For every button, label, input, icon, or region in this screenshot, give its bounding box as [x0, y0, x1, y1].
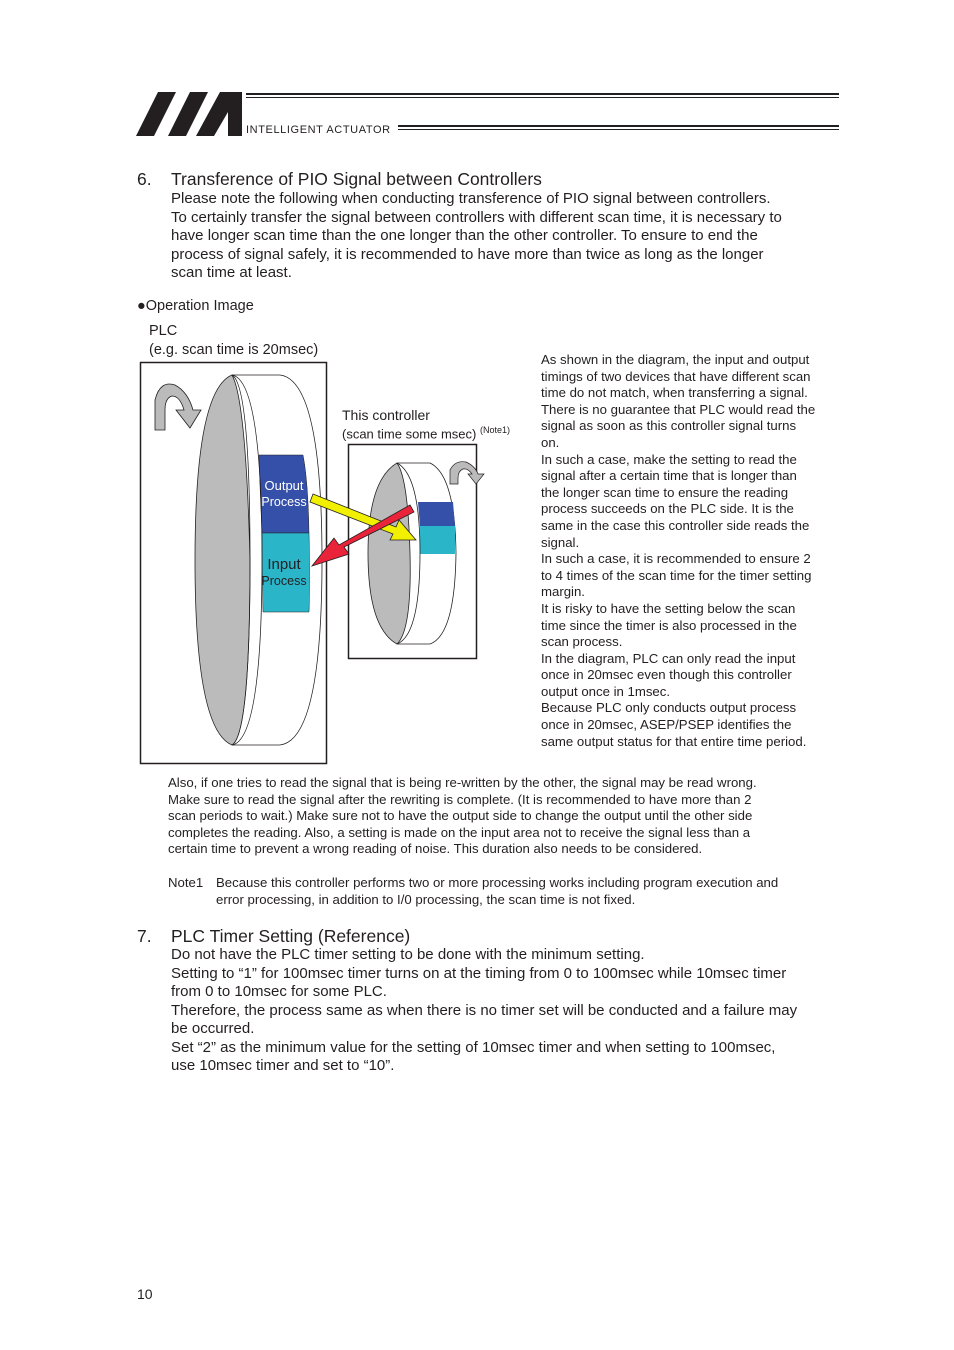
- note1-label: Note1: [168, 875, 204, 890]
- plc-label: PLC: [149, 323, 178, 339]
- input-label: Input Process: [261, 556, 307, 588]
- section-6-number: 6.: [137, 169, 152, 189]
- output-label: Output Process: [261, 478, 307, 509]
- controller-scan-label: (scan time some msec) $^{(Note1)}$: [342, 425, 511, 442]
- text-line: Please note the following when conducting transference of PIO signal between controllers.: [171, 190, 771, 207]
- section-6-title: Transference of PIO Signal between Controllers: [171, 169, 542, 189]
- section-7-paragraph: Do not have the PLC timer setting to be done with the minimum setting. Setting to “1” for 100msec timer turns on at the timing from 0 to 100msec while 10msec timer from 0 to 10msec for some PLC. Therefore, the process same as when there is no timer set will be conducted and a failure may be occurred. Set “2” as the minimum value for the setting of 10msec timer and when setting to 100msec, use 10msec timer and set to “10”.: [171, 946, 798, 1074]
- section-7-title: PLC Timer Setting (Reference): [171, 926, 411, 946]
- text-line: process of signal safely, it is recommended to have more than twice as long as the longer: [171, 245, 764, 263]
- operation-image-label: ●Operation Image: [137, 298, 254, 314]
- controller-label: This controller: [342, 407, 430, 423]
- controller-input-segment: [420, 526, 455, 554]
- text-line: have longer scan time than the one longer than the other controller. To ensure to end the: [171, 227, 758, 244]
- controller-output-segment: [418, 502, 455, 526]
- text-line: To certainly transfer the signal between controllers with different scan time, it is necessary to: [171, 208, 782, 226]
- also-paragraph: Also, if one tries to read the signal that is being re-written by the other, the signal may be read wrong. Make sure to read the signal after the rewriting is complete. (It is recommended to have more than 2 scan periods to wait.) Make sure not to have the output side to change the output until the other side completes the reading. Also, a setting is made on the input area not to receive the signal less than a certain time to prevent a wrong reading of noise. This duration also needs to be considered.: [168, 775, 757, 857]
- plc-scan-label: (e.g. scan time is 20msec): [149, 342, 319, 358]
- section-7-number: 7.: [137, 926, 152, 946]
- note1-ref: (Note1): [480, 425, 511, 435]
- page-number: 10: [137, 1286, 153, 1302]
- side-explanation: As shown in the diagram, the input and output timings of two devices that have different scan time do not match, when transferring a signal. There is no guarantee that PLC would read the signal as soon as this controller signal turns on. In such a case, make the setting to read the signal after a certain time that is longer than the longer scan time to ensure the reading process succeeds on the PLC side. It is the same in the case this controller side reads the signal. In such a case, it is recommended to ensure 2 to 4 times of the scan time for the timer setting margin. It is risky to have the setting below the scan time since the timer is also processed in the scan process. In the diagram, PLC can only read the input once in 20msec even though this controller output once in 1msec. Because PLC only conducts output process once in 20msec, ASEP/PSEP identifies the same output status for that entire time period.: [541, 352, 816, 749]
- note1-text: Because this controller performs two or more processing works including program execution and error processing, in addition to I/0 processing, the scan time is not fixed.: [216, 875, 779, 907]
- text-line: scan time at least.: [171, 264, 292, 281]
- brand-text: INTELLIGENT ACTUATOR: [246, 124, 391, 136]
